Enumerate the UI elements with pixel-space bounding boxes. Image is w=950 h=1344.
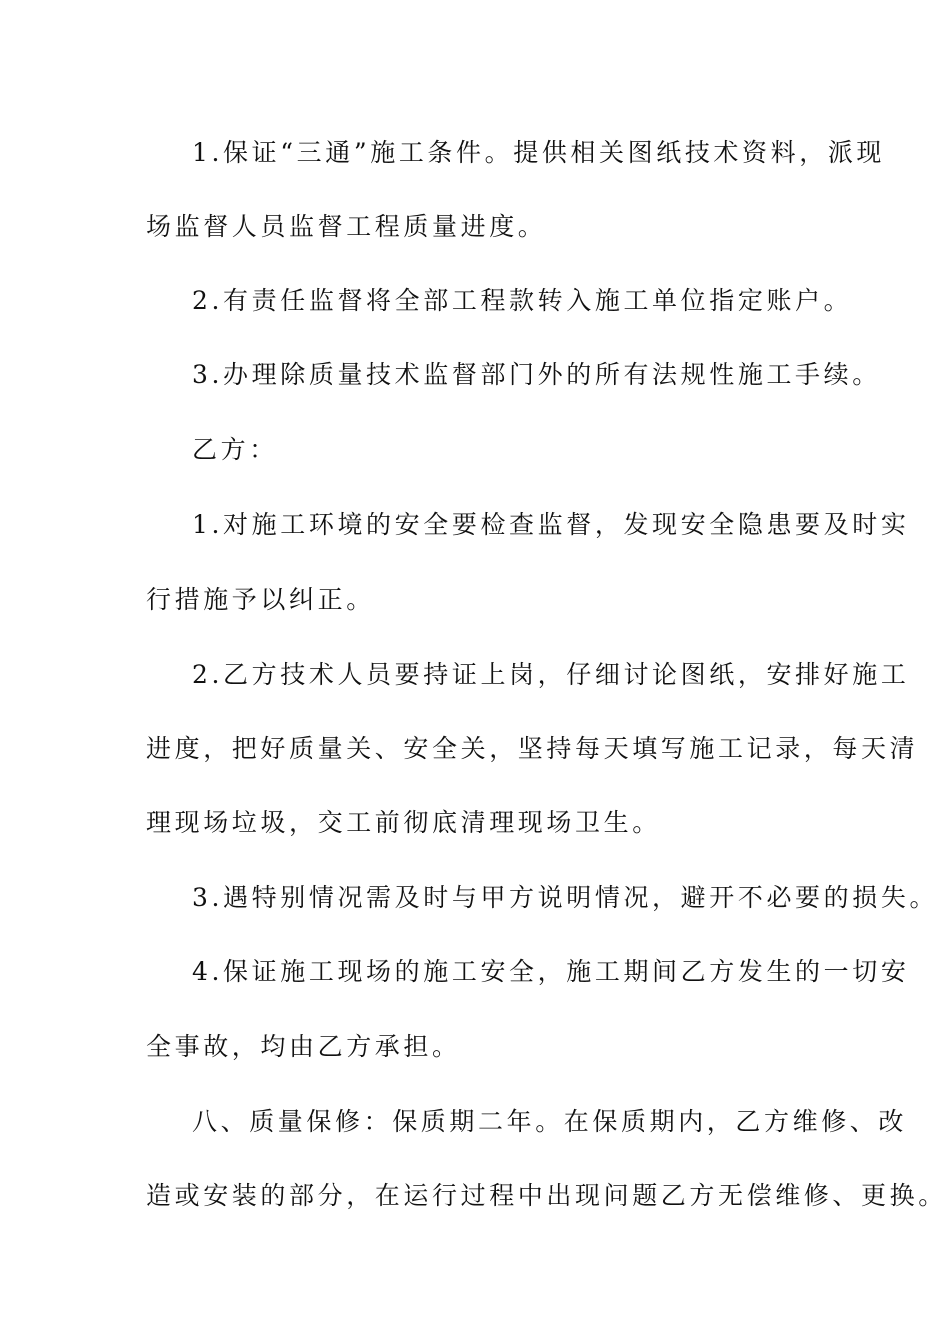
paragraph-line: 1.保证“三通”施工条件。提供相关图纸技术资料，派现	[192, 138, 886, 167]
paragraph-line: 4.保证施工现场的施工安全，施工期间乙方发生的一切安	[192, 957, 910, 986]
paragraph-line: 2.乙方技术人员要持证上岗，仔细讨论图纸，安排好施工	[192, 660, 910, 689]
paragraph-line: 行措施予以纠正。	[146, 585, 375, 614]
paragraph-line: 全事故，均由乙方承担。	[146, 1032, 461, 1061]
paragraph-line: 进度，把好质量关、安全关，坚持每天填写施工记录，每天清	[146, 734, 919, 763]
section-heading: 乙方：	[192, 435, 278, 464]
paragraph-line: 2.有责任监督将全部工程款转入施工单位指定账户。	[192, 286, 853, 315]
paragraph-line: 3.办理除质量技术监督部门外的所有法规性施工手续。	[192, 360, 881, 389]
paragraph-line: 造或安装的部分，在运行过程中出现问题乙方无偿维修、更换。	[146, 1181, 947, 1210]
paragraph-line: 1.对施工环境的安全要检查监督，发现安全隐患要及时实	[192, 510, 910, 539]
paragraph-line: 3.遇特别情况需及时与甲方说明情况，避开不必要的损失。	[192, 883, 939, 912]
paragraph-line: 理现场垃圾，交工前彻底清理现场卫生。	[146, 808, 661, 837]
paragraph-line: 八、质量保修：保质期二年。在保质期内，乙方维修、改	[192, 1107, 908, 1136]
paragraph-line: 场监督人员监督工程质量进度。	[146, 212, 547, 241]
